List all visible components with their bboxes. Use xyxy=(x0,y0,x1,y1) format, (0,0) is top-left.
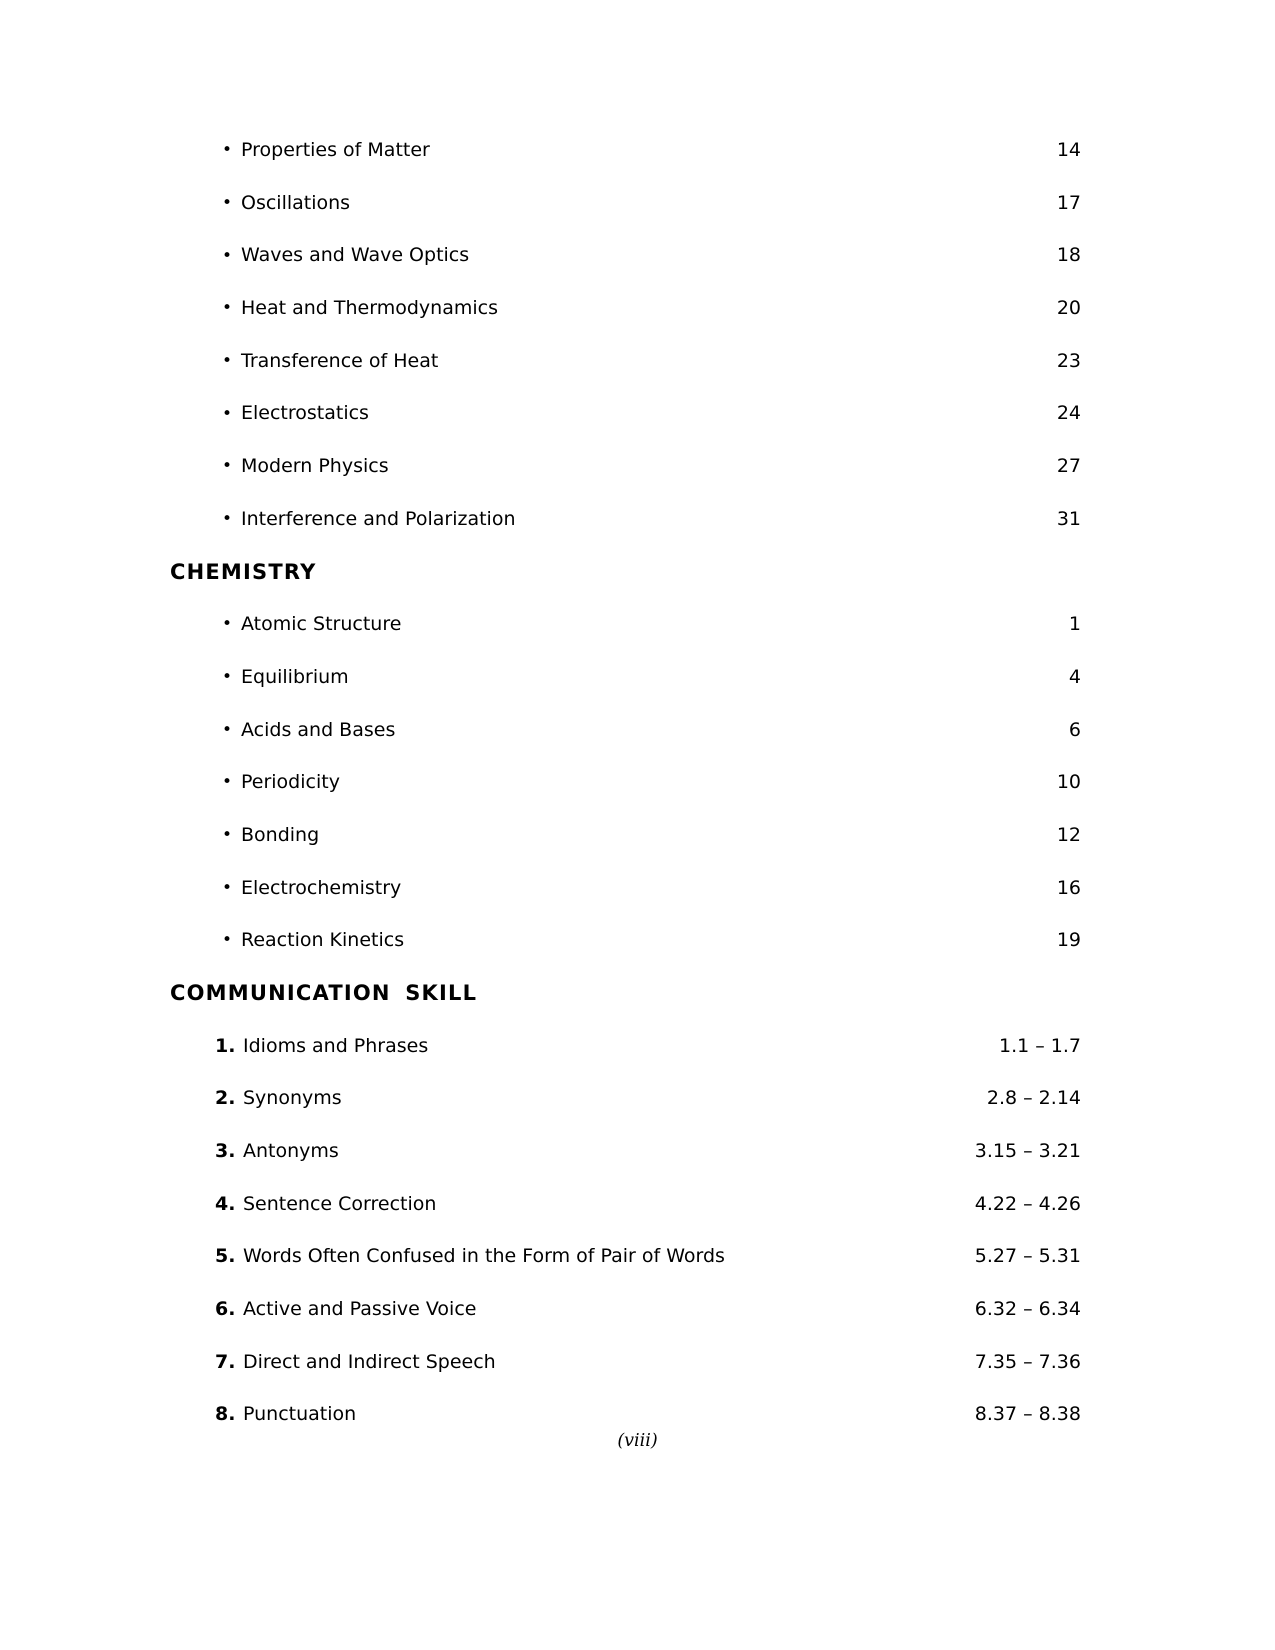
entry-page: 4 xyxy=(1068,665,1081,688)
entry-page: 14 xyxy=(1056,138,1081,161)
toc-entry xyxy=(170,493,1081,546)
toc-entry xyxy=(170,1283,1081,1336)
toc-entry xyxy=(170,862,1081,915)
entry-page: 16 xyxy=(1056,876,1081,899)
bullet-icon: • xyxy=(222,667,233,688)
entry-page: 27 xyxy=(1056,455,1081,478)
section-heading-chemistry: CHEMISTRY xyxy=(170,559,317,584)
toc-entry xyxy=(170,756,1081,809)
toc-entry xyxy=(170,229,1081,282)
entry-page: 12 xyxy=(1056,823,1081,846)
toc-entry xyxy=(170,651,1081,704)
entry-title: Atomic Structure xyxy=(241,613,402,636)
entry-page: 7.35 – 7.36 xyxy=(974,1350,1081,1373)
folio-page-number: (viii) xyxy=(617,1431,658,1451)
entry-page: 1.1 – 1.7 xyxy=(998,1034,1081,1057)
entry-number: 3. xyxy=(215,1140,236,1162)
entry-page: 3.15 – 3.21 xyxy=(974,1140,1081,1162)
toc-entry xyxy=(170,1072,1081,1125)
entry-title: Sentence Correction xyxy=(243,1192,437,1215)
entry-title: Interference and Polarization xyxy=(241,507,516,530)
entry-number: 5. xyxy=(215,1245,236,1268)
bullet-icon: • xyxy=(222,245,233,266)
bullet-icon: • xyxy=(222,456,233,477)
toc-entry xyxy=(170,598,1081,651)
entry-title: Antonyms xyxy=(243,1140,339,1162)
entry-title: Idioms and Phrases xyxy=(243,1034,429,1057)
bullet-icon: • xyxy=(222,930,233,951)
toc-entry xyxy=(170,1178,1081,1231)
entry-title: Heat and Thermodynamics xyxy=(241,297,498,319)
entry-page: 8.37 – 8.38 xyxy=(974,1403,1081,1426)
entry-title: Electrochemistry xyxy=(241,876,402,899)
bullet-icon: • xyxy=(222,877,233,898)
toc-entry xyxy=(170,282,1081,335)
toc-entry xyxy=(170,1336,1081,1389)
toc-entry xyxy=(170,335,1081,388)
entry-page: 5.27 – 5.31 xyxy=(974,1245,1081,1268)
toc-entry xyxy=(170,387,1081,440)
entry-page: 10 xyxy=(1056,771,1081,794)
entry-title: Modern Physics xyxy=(241,455,389,478)
toc xyxy=(170,124,1081,1441)
entry-title: Acids and Bases xyxy=(241,718,396,741)
toc-entry xyxy=(170,914,1081,967)
toc-entry xyxy=(170,440,1081,493)
entry-page: 23 xyxy=(1056,349,1081,372)
bullet-icon: • xyxy=(222,140,233,161)
entry-title: Direct and Indirect Speech xyxy=(243,1350,496,1373)
entry-page: 31 xyxy=(1056,507,1081,530)
entry-page: 6 xyxy=(1068,718,1081,741)
bullet-icon: • xyxy=(222,508,233,529)
bullet-icon: • xyxy=(222,350,233,371)
entry-number: 7. xyxy=(215,1350,236,1373)
bullet-icon: • xyxy=(222,719,233,740)
entry-title: Periodicity xyxy=(241,771,340,794)
bullet-icon: • xyxy=(222,403,233,424)
toc-entry xyxy=(170,1125,1081,1178)
toc-entry xyxy=(170,177,1081,230)
entry-title: Electrostatics xyxy=(241,402,369,425)
entry-title: Bonding xyxy=(241,823,320,846)
entry-number: 4. xyxy=(215,1192,236,1215)
bullet-icon: • xyxy=(222,772,233,793)
entry-number: 6. xyxy=(215,1298,236,1321)
bullet-icon: • xyxy=(222,192,233,213)
toc-entry xyxy=(170,1230,1081,1283)
entry-title: Words Often Confused in the Form of Pair of Words xyxy=(243,1245,725,1268)
bullet-icon: • xyxy=(222,825,233,846)
entry-title: Waves and Wave Optics xyxy=(241,244,470,267)
toc-entry xyxy=(170,809,1081,862)
page-footer xyxy=(0,1431,1275,1451)
entry-title: Active and Passive Voice xyxy=(243,1298,477,1321)
toc-entry xyxy=(170,124,1081,177)
entry-page: 4.22 – 4.26 xyxy=(974,1192,1081,1215)
entry-page: 20 xyxy=(1056,297,1081,319)
bullet-icon: • xyxy=(222,298,233,319)
entry-page: 2.8 – 2.14 xyxy=(986,1087,1081,1110)
entry-title: Properties of Matter xyxy=(241,138,430,161)
entry-page: 24 xyxy=(1056,402,1081,425)
toc-entry xyxy=(170,1020,1081,1073)
entry-title: Reaction Kinetics xyxy=(241,929,405,952)
entry-page: 19 xyxy=(1056,929,1081,952)
toc-entry xyxy=(170,704,1081,757)
entry-title: Transference of Heat xyxy=(241,349,439,372)
section-heading-communication-skill: COMMUNICATION SKILL xyxy=(170,981,478,1006)
entry-title: Punctuation xyxy=(243,1403,357,1426)
entry-page: 17 xyxy=(1056,191,1081,214)
entry-number: 1. xyxy=(215,1034,236,1057)
entry-page: 18 xyxy=(1056,244,1081,267)
entry-page: 1 xyxy=(1068,613,1081,636)
entry-title: Synonyms xyxy=(243,1087,342,1110)
bullet-icon: • xyxy=(222,614,233,635)
entry-page: 6.32 – 6.34 xyxy=(974,1298,1081,1321)
entry-title: Equilibrium xyxy=(241,665,349,688)
entry-number: 8. xyxy=(215,1403,236,1426)
entry-number: 2. xyxy=(215,1087,236,1110)
entry-title: Oscillations xyxy=(241,191,351,214)
